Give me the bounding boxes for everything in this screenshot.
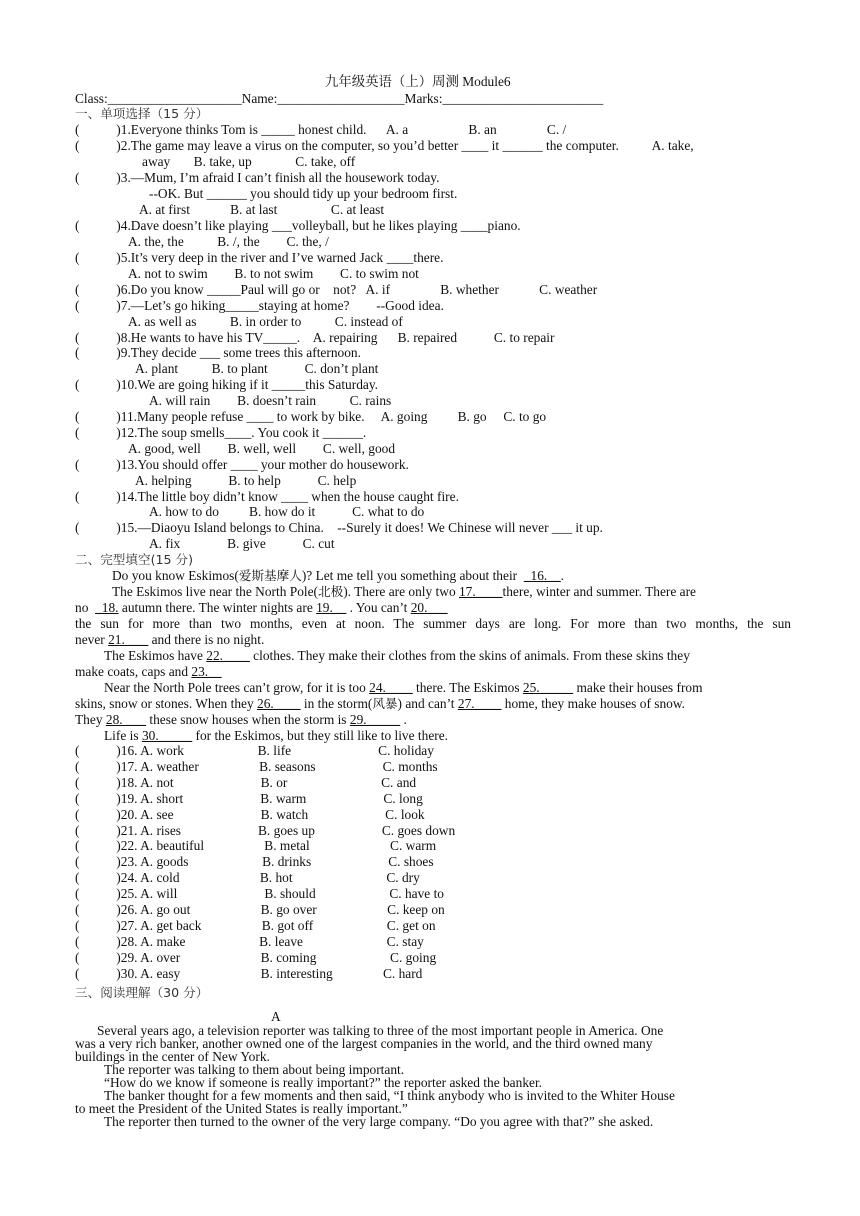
page-title: 九年级英语（上）周测 Module6	[325, 74, 511, 89]
cloze-option-row: ( )21. A. rises B. goes up C. goes down	[75, 823, 456, 838]
cloze-option-row: ( )26. A. go out B. go over C. keep on	[75, 902, 445, 917]
question-line: ( )14.The little boy didn’t know ____ when the house caught fire.	[75, 489, 459, 504]
cloze-paragraph-line: Near the North Pole trees can’t grow, for it is too 24.____ there. The Eskimos 25._____ make their houses from	[104, 680, 703, 695]
question-line: A. fix B. give C. cut	[149, 536, 335, 551]
cloze-paragraph-line: Do you know Eskimos(爱斯基摩人)? Let me tell you something about their _16.__.	[112, 568, 565, 583]
cloze-option-row: ( )20. A. see B. watch C. look	[75, 807, 425, 822]
cloze-paragraph-line: They 28. ___ these snow houses when the storm is 29._____ .	[75, 712, 407, 727]
cloze-option-row: ( )28. A. make B. leave C. stay	[75, 934, 424, 949]
reading-line: Several years ago, a television reporter was talking to three of the most important people in America. One	[97, 1023, 664, 1038]
student-info-line: Class:____________________Name:___________________Marks:________________________	[75, 91, 604, 106]
question-line: ( )3.—Mum, I’m afraid I can’t finish all the housework today.	[75, 170, 440, 185]
reading-line: The reporter then turned to the owner of the very large company. “Do you agree with that?” she asked.	[104, 1114, 654, 1129]
reading-line: was a very rich banker, another owned one of the largest companies in the world, and the third owned many	[75, 1036, 653, 1051]
question-line: A. the, the B. /, the C. the, /	[128, 234, 329, 249]
cloze-option-row: ( )27. A. get back B. got off C. get on	[75, 918, 436, 933]
reading-line: buildings in the center of New York.	[75, 1049, 270, 1064]
question-line: A. helping B. to help C. help	[135, 473, 357, 488]
question-line: A. as well as B. in order to C. instead of	[128, 314, 403, 329]
section-heading-cloze: 二、完型填空(15 分)	[75, 552, 194, 567]
cloze-paragraph-line: skins, snow or stones. When they 26.____ in the storm(风暴) and can’t 27.____ home, they make houses of snow.	[75, 696, 685, 711]
reading-line: to meet the President of the United States is really important.”	[75, 1101, 408, 1116]
question-line: ( )5.It’s very deep in the river and I’ve warned Jack ____there.	[75, 250, 444, 265]
question-line: ( )12.The soup smells____. You cook it ______.	[75, 425, 367, 440]
cloze-paragraph-line: the sun for more than two months, even at noon. The summer days are long. For more than two months, the sun	[75, 616, 791, 631]
cloze-paragraph-line: make coats, caps and 23.__	[75, 664, 222, 679]
cloze-option-row: ( )16. A. work B. life C. holiday	[75, 743, 434, 758]
question-line: ( )1.Everyone thinks Tom is _____ honest child. A. a B. an C. /	[75, 122, 567, 137]
section-heading-reading: 三、阅读理解（30 分）	[75, 985, 209, 1000]
question-line: A. plant B. to plant C. don’t plant	[135, 361, 379, 376]
question-line: A. will rain B. doesn’t rain C. rains	[149, 393, 392, 408]
question-line: A. good, well B. well, well C. well, good	[128, 441, 396, 456]
question-line: ( )9.They decide ___ some trees this afternoon.	[75, 345, 361, 360]
cloze-option-row: ( )30. A. easy B. interesting C. hard	[75, 966, 423, 981]
reading-line: The banker thought for a few moments and then said, “I think anybody who is invited to the Whiter House	[104, 1088, 675, 1103]
passage-label: A	[271, 1009, 281, 1024]
question-line: ( )15.—Diaoyu Island belongs to China. --Surely it does! We Chinese will never ___ it up.	[75, 520, 603, 535]
question-line: ( )13.You should offer ____ your mother do housework.	[75, 457, 409, 472]
cloze-paragraph-line: The Eskimos have 22.____ clothes. They make their clothes from the skins of animals. From these skins they	[104, 648, 690, 663]
cloze-option-row: ( )23. A. goods B. drinks C. shoes	[75, 854, 434, 869]
cloze-option-row: ( )17. A. weather B. seasons C. months	[75, 759, 438, 774]
question-line: A. not to swim B. to not swim C. to swim not	[128, 266, 419, 281]
cloze-option-row: ( )19. A. short B. warm C. long	[75, 791, 423, 806]
cloze-paragraph-line: no _18. autumn there. The winter nights are 19.__ . You can’t 20.___	[75, 600, 448, 615]
cloze-option-row: ( )29. A. over B. coming C. going	[75, 950, 437, 965]
cloze-option-row: ( )18. A. not B. or C. and	[75, 775, 417, 790]
reading-line: The reporter was talking to them about being important.	[104, 1062, 405, 1077]
question-line: ( )8.He wants to have his TV_____. A. repairing B. repaired C. to repair	[75, 330, 555, 345]
reading-line: “How do we know if someone is really important?” the reporter asked the banker.	[104, 1075, 543, 1090]
cloze-option-row: ( )25. A. will B. should C. have to	[75, 886, 444, 901]
question-line: ( )6.Do you know _____Paul will go or not? A. if B. whether C. weather	[75, 282, 598, 297]
cloze-option-row: ( )22. A. beautiful B. metal C. warm	[75, 838, 437, 853]
question-line: ( )7.—Let’s go hiking_____staying at home? --Good idea.	[75, 298, 444, 313]
question-line: away B. take, up C. take, off	[142, 154, 356, 169]
section-heading-single-choice: 一、单项选择（15 分）	[75, 106, 209, 121]
question-line: --OK. But ______ you should tidy up your bedroom first.	[149, 186, 458, 201]
question-line: ( )2.The game may leave a virus on the computer, so you’d better ____ it ______ the computer. A. take,	[75, 138, 694, 153]
question-line: A. at first B. at last C. at least	[139, 202, 385, 217]
question-line: ( )10.We are going hiking if it _____this Saturday.	[75, 377, 379, 392]
cloze-paragraph-line: never 21. ___ and there is no night.	[75, 632, 265, 647]
question-line: A. how to do B. how do it C. what to do	[149, 504, 425, 519]
cloze-option-row: ( )24. A. cold B. hot C. dry	[75, 870, 420, 885]
cloze-paragraph-line: Life is 30._____ for the Eskimos, but they still like to live there.	[104, 728, 449, 743]
question-line: ( )4.Dave doesn’t like playing ___volleyball, but he likes playing ____piano.	[75, 218, 521, 233]
cloze-paragraph-line: The Eskimos live near the North Pole(北极). There are only two 17.____there, winter and summer. There are	[112, 584, 696, 599]
question-line: ( )11.Many people refuse ____ to work by bike. A. going B. go C. to go	[75, 409, 547, 424]
